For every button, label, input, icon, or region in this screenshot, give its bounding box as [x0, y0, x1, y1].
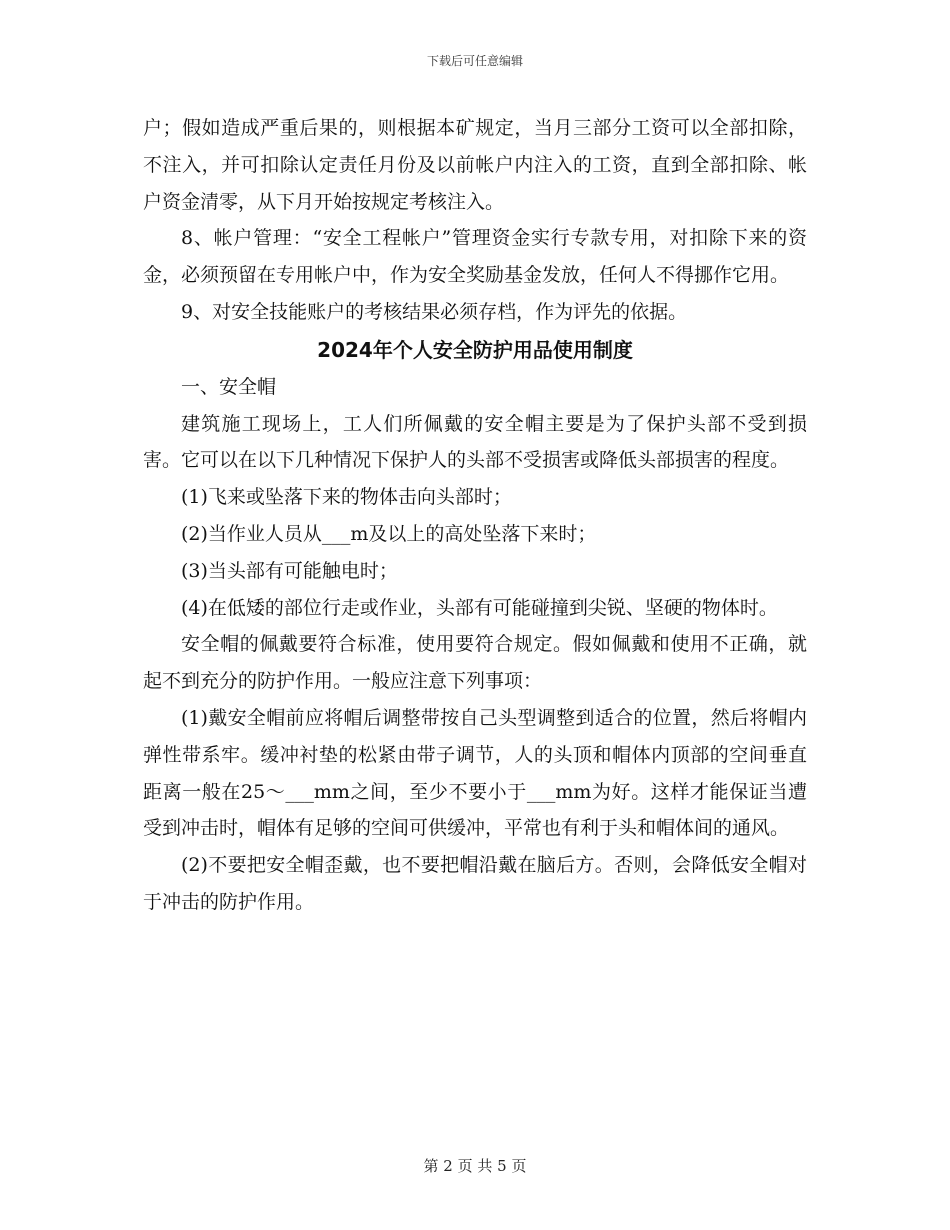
- list-item-case-1: (1)飞来或坠落下来的物体击向头部时；: [181, 486, 512, 509]
- paragraph-intro: 建筑施工现场上，工人们所佩戴的安全帽主要是为了保护头部不受到损害。它可以在以下几种情况下保护人的头部不受损害或降低头部损害的程度。: [143, 412, 807, 472]
- paragraph-item-8: 8、帐户管理：“安全工程帐户”管理资金实行专款专用，对扣除下来的资金，必须预留在专用帐户中，作为安全奖励基金发放，任何人不得挪作它用。: [143, 227, 807, 287]
- sub-heading-helmet: 一、安全帽: [181, 375, 277, 398]
- section-title: 2024年个人安全防护用品使用制度: [317, 337, 633, 362]
- list-item-note-2: (2)不要把安全帽歪戴，也不要把帽沿戴在脑后方。否则，会降低安全帽对于冲击的防护作用。: [143, 854, 807, 913]
- document-body: [143, 110, 807, 921]
- list-item-case-2: (2)当作业人员从___m及以上的高处坠落下来时；: [181, 522, 597, 545]
- list-item-case-4: (4)在低矮的部位行走或作业，头部有可能碰撞到尖锐、坚硬的物体时。: [181, 596, 778, 619]
- list-item-case-3: (3)当头部有可能触电时；: [181, 559, 398, 582]
- list-item-note-1: (1)戴安全帽前应将帽后调整带按自己头型调整到适合的位置，然后将帽内弹性带系牢。缓冲衬垫的松紧由带子调节，人的头顶和帽体内顶部的空间垂直距离一般在25～___mm之间，至少不要小于___mm为好。这样才能保证当遭受到冲击时，帽体有足够的空间可供缓冲，平常也有利于头和帽体间的通风。: [143, 706, 807, 840]
- paragraph-continuation: 户；假如造成严重后果的，则根据本矿规定，当月三部分工资可以全部扣除，不注入，并可扣除认定责任月份及以前帐户内注入的工资，直到全部扣除、帐户资金清零，从下月开始按规定考核注入。: [143, 117, 807, 213]
- page-header: 下载后可任意编辑: [426, 54, 523, 68]
- paragraph-item-9: 9、对安全技能账户的考核结果必须存档，作为评先的依据。: [181, 300, 688, 323]
- page-number: 第 2 页 共 5 页: [423, 1157, 527, 1175]
- paragraph-standard: 安全帽的佩戴要符合标准，使用要符合规定。假如佩戴和使用不正确，就起不到充分的防护作用。一般应注意下列事项：: [143, 633, 807, 693]
